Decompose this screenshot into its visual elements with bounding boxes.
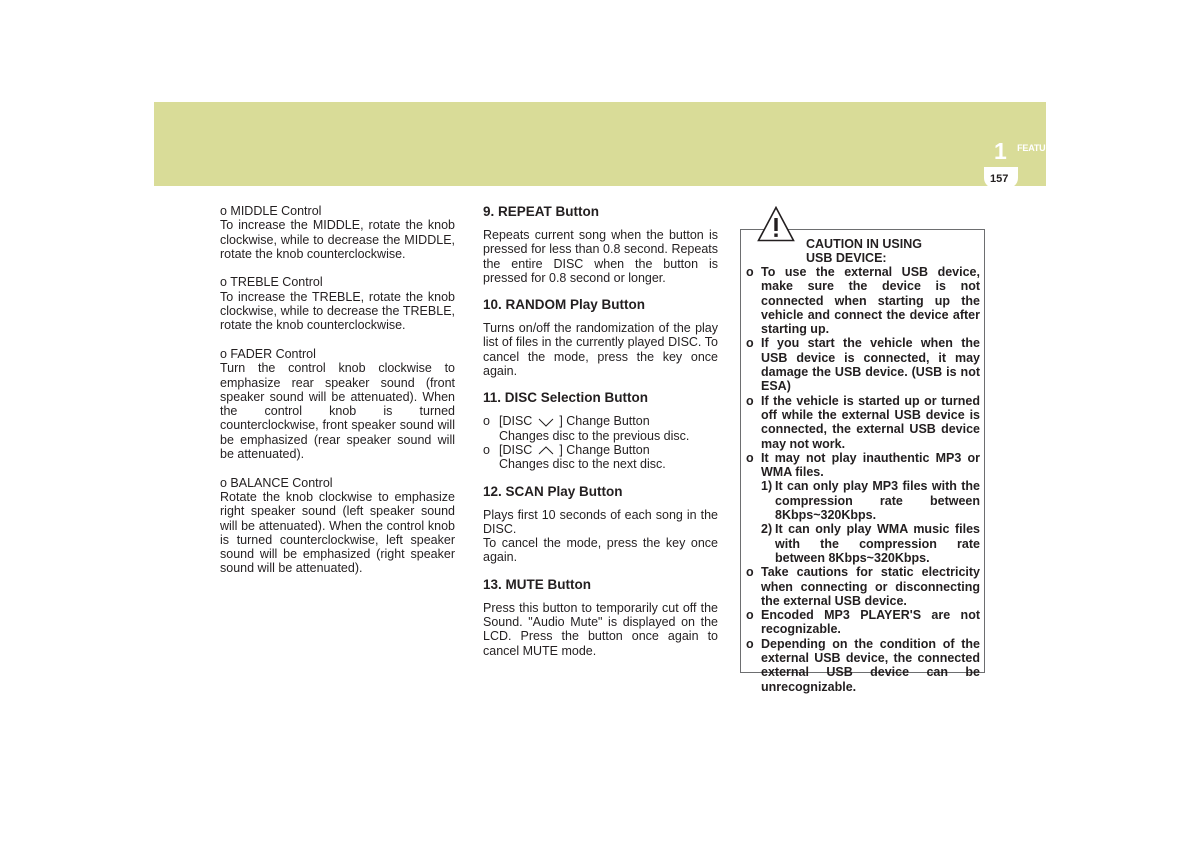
caution-item-text: If the vehicle is started up or turned off while the external USB device is connected, the external USB device may not work. <box>761 393 980 451</box>
caution-item <box>746 265 980 336</box>
caution-item-text: It may not play inauthentic MP3 or WMA files. <box>761 450 980 480</box>
caution-item <box>746 394 980 451</box>
caution-item-text: Encoded MP3 PLAYER'S are not recognizable. <box>761 608 980 637</box>
section-title: FEATURES OF YOUR HYUNDAI <box>1017 143 1147 153</box>
section-text: To cancel the mode, press the key once again. <box>483 536 718 565</box>
control-text: To increase the TREBLE, rotate the knob clockwise, while to decrease the TREBLE, rotate the knob counterclockwise. <box>220 289 455 333</box>
control-title: o TREBLE Control <box>220 275 323 290</box>
caution-item <box>746 637 980 694</box>
disc-down-item <box>483 414 718 443</box>
fader-control-block <box>220 347 455 461</box>
disc-desc: Changes disc to the previous disc. <box>499 428 690 443</box>
bullet: o <box>746 393 754 408</box>
section-heading: 12. SCAN Play Button <box>483 483 623 499</box>
bullet: o <box>746 450 754 465</box>
control-title: o MIDDLE Control <box>220 204 322 218</box>
middle-column <box>483 204 718 670</box>
mute-section <box>483 577 718 658</box>
caution-item <box>746 451 980 480</box>
section-text: Plays first 10 seconds of each song in the DISC. <box>483 507 718 536</box>
caution-item <box>746 608 980 637</box>
balance-control-block <box>220 476 455 576</box>
caution-title-line: CAUTION IN USING <box>806 237 922 251</box>
disc-desc: Changes disc to the next disc. <box>499 457 666 472</box>
caution-item-text: To use the external USB device, make sure the device is not connected when starting up the vehicle and connect the device after starting up. <box>761 265 980 337</box>
section-text: Repeats current song when the button is pressed for less than 0.8 second. Repeats the entire DISC when the button is pressed for 0.8 second or longer. <box>483 228 718 285</box>
header-band <box>154 102 1046 186</box>
page-number: 157 <box>990 173 1009 185</box>
disc-section <box>483 390 718 471</box>
caution-list <box>746 265 980 694</box>
control-title: o BALANCE Control <box>220 475 333 490</box>
chevron-down-icon <box>538 418 554 427</box>
section-text: Turns on/off the randomization of the play list of files in the currently played DISC. To cancel the mode, press the key once again. <box>483 321 718 379</box>
section-heading: 13. MUTE Button <box>483 576 591 592</box>
warning-triangle-icon <box>757 206 795 242</box>
disc-label: [DISC <box>499 442 533 457</box>
bullet: o <box>483 414 490 429</box>
bullet: o <box>746 565 754 580</box>
bullet: o <box>746 608 754 623</box>
treble-control-block <box>220 275 455 332</box>
section-text: Press this button to temporarily cut off the Sound. "Audio Mute" is displayed on the LCD. Press the button once again to cancel MUTE mode. <box>483 600 718 658</box>
sub-item-text: It can only play MP3 files with the compression rate between 8Kbps~320Kbps. <box>775 479 980 523</box>
chapter-number: 1 <box>994 138 1007 164</box>
caution-title-line: USB DEVICE: <box>806 251 887 266</box>
caution-item-text: Take cautions for static electricity when connecting or disconnecting the external USB device. <box>761 565 980 608</box>
caution-item <box>746 565 980 608</box>
caution-sub-item <box>761 522 980 565</box>
bullet: o <box>746 265 754 279</box>
caution-item <box>746 336 980 393</box>
chevron-up-icon <box>538 446 554 455</box>
sub-item-number: 2) <box>761 522 773 537</box>
bullet: o <box>746 336 754 351</box>
caution-sub-item <box>761 479 980 522</box>
change-button-label: ] Change Button <box>559 414 650 429</box>
bullet: o <box>483 442 490 457</box>
left-column <box>220 204 455 590</box>
sub-item-text: It can only play WMA music files with the compression rate between 8Kbps~320Kbps. <box>775 522 980 565</box>
control-text: Turn the control knob clockwise to emphasize rear speaker sound (front speaker sound will be attenuated). When the control knob is turned counterclockwise, front speaker sound will be emphasized (rear speaker sound will be attenuated). <box>220 361 455 462</box>
random-section <box>483 297 718 378</box>
middle-control-block <box>220 204 455 261</box>
section-heading: 10. RANDOM Play Button <box>483 297 646 313</box>
bullet: o <box>746 636 754 651</box>
change-button-label: ] Change Button <box>559 442 650 457</box>
repeat-section <box>483 204 718 285</box>
control-text: To increase the MIDDLE, rotate the knob clockwise, while to decrease the MIDDLE, rotate the knob counterclockwise. <box>220 218 455 261</box>
disc-up-item <box>483 443 718 472</box>
caution-item-text: Depending on the condition of the external USB device, the connected external USB device can be unrecognizable. <box>761 636 980 694</box>
caution-item-text: If you start the vehicle when the USB device is connected, it may damage the USB device. (USB is not ESA) <box>761 336 980 394</box>
section-heading: 9. REPEAT Button <box>483 204 599 219</box>
section-heading: 11. DISC Selection Button <box>483 390 649 406</box>
disc-label: [DISC <box>499 414 533 429</box>
control-title: o FADER Control <box>220 346 316 361</box>
caution-title <box>806 237 976 266</box>
control-text: Rotate the knob clockwise to emphasize right speaker sound (left speaker sound will be attenuated). When the control knob is turned counterclockwise, left speaker sound will be emphasized (right speaker sound will be attenuated). <box>220 489 455 576</box>
scan-section <box>483 484 718 565</box>
sub-item-number: 1) <box>761 479 773 494</box>
